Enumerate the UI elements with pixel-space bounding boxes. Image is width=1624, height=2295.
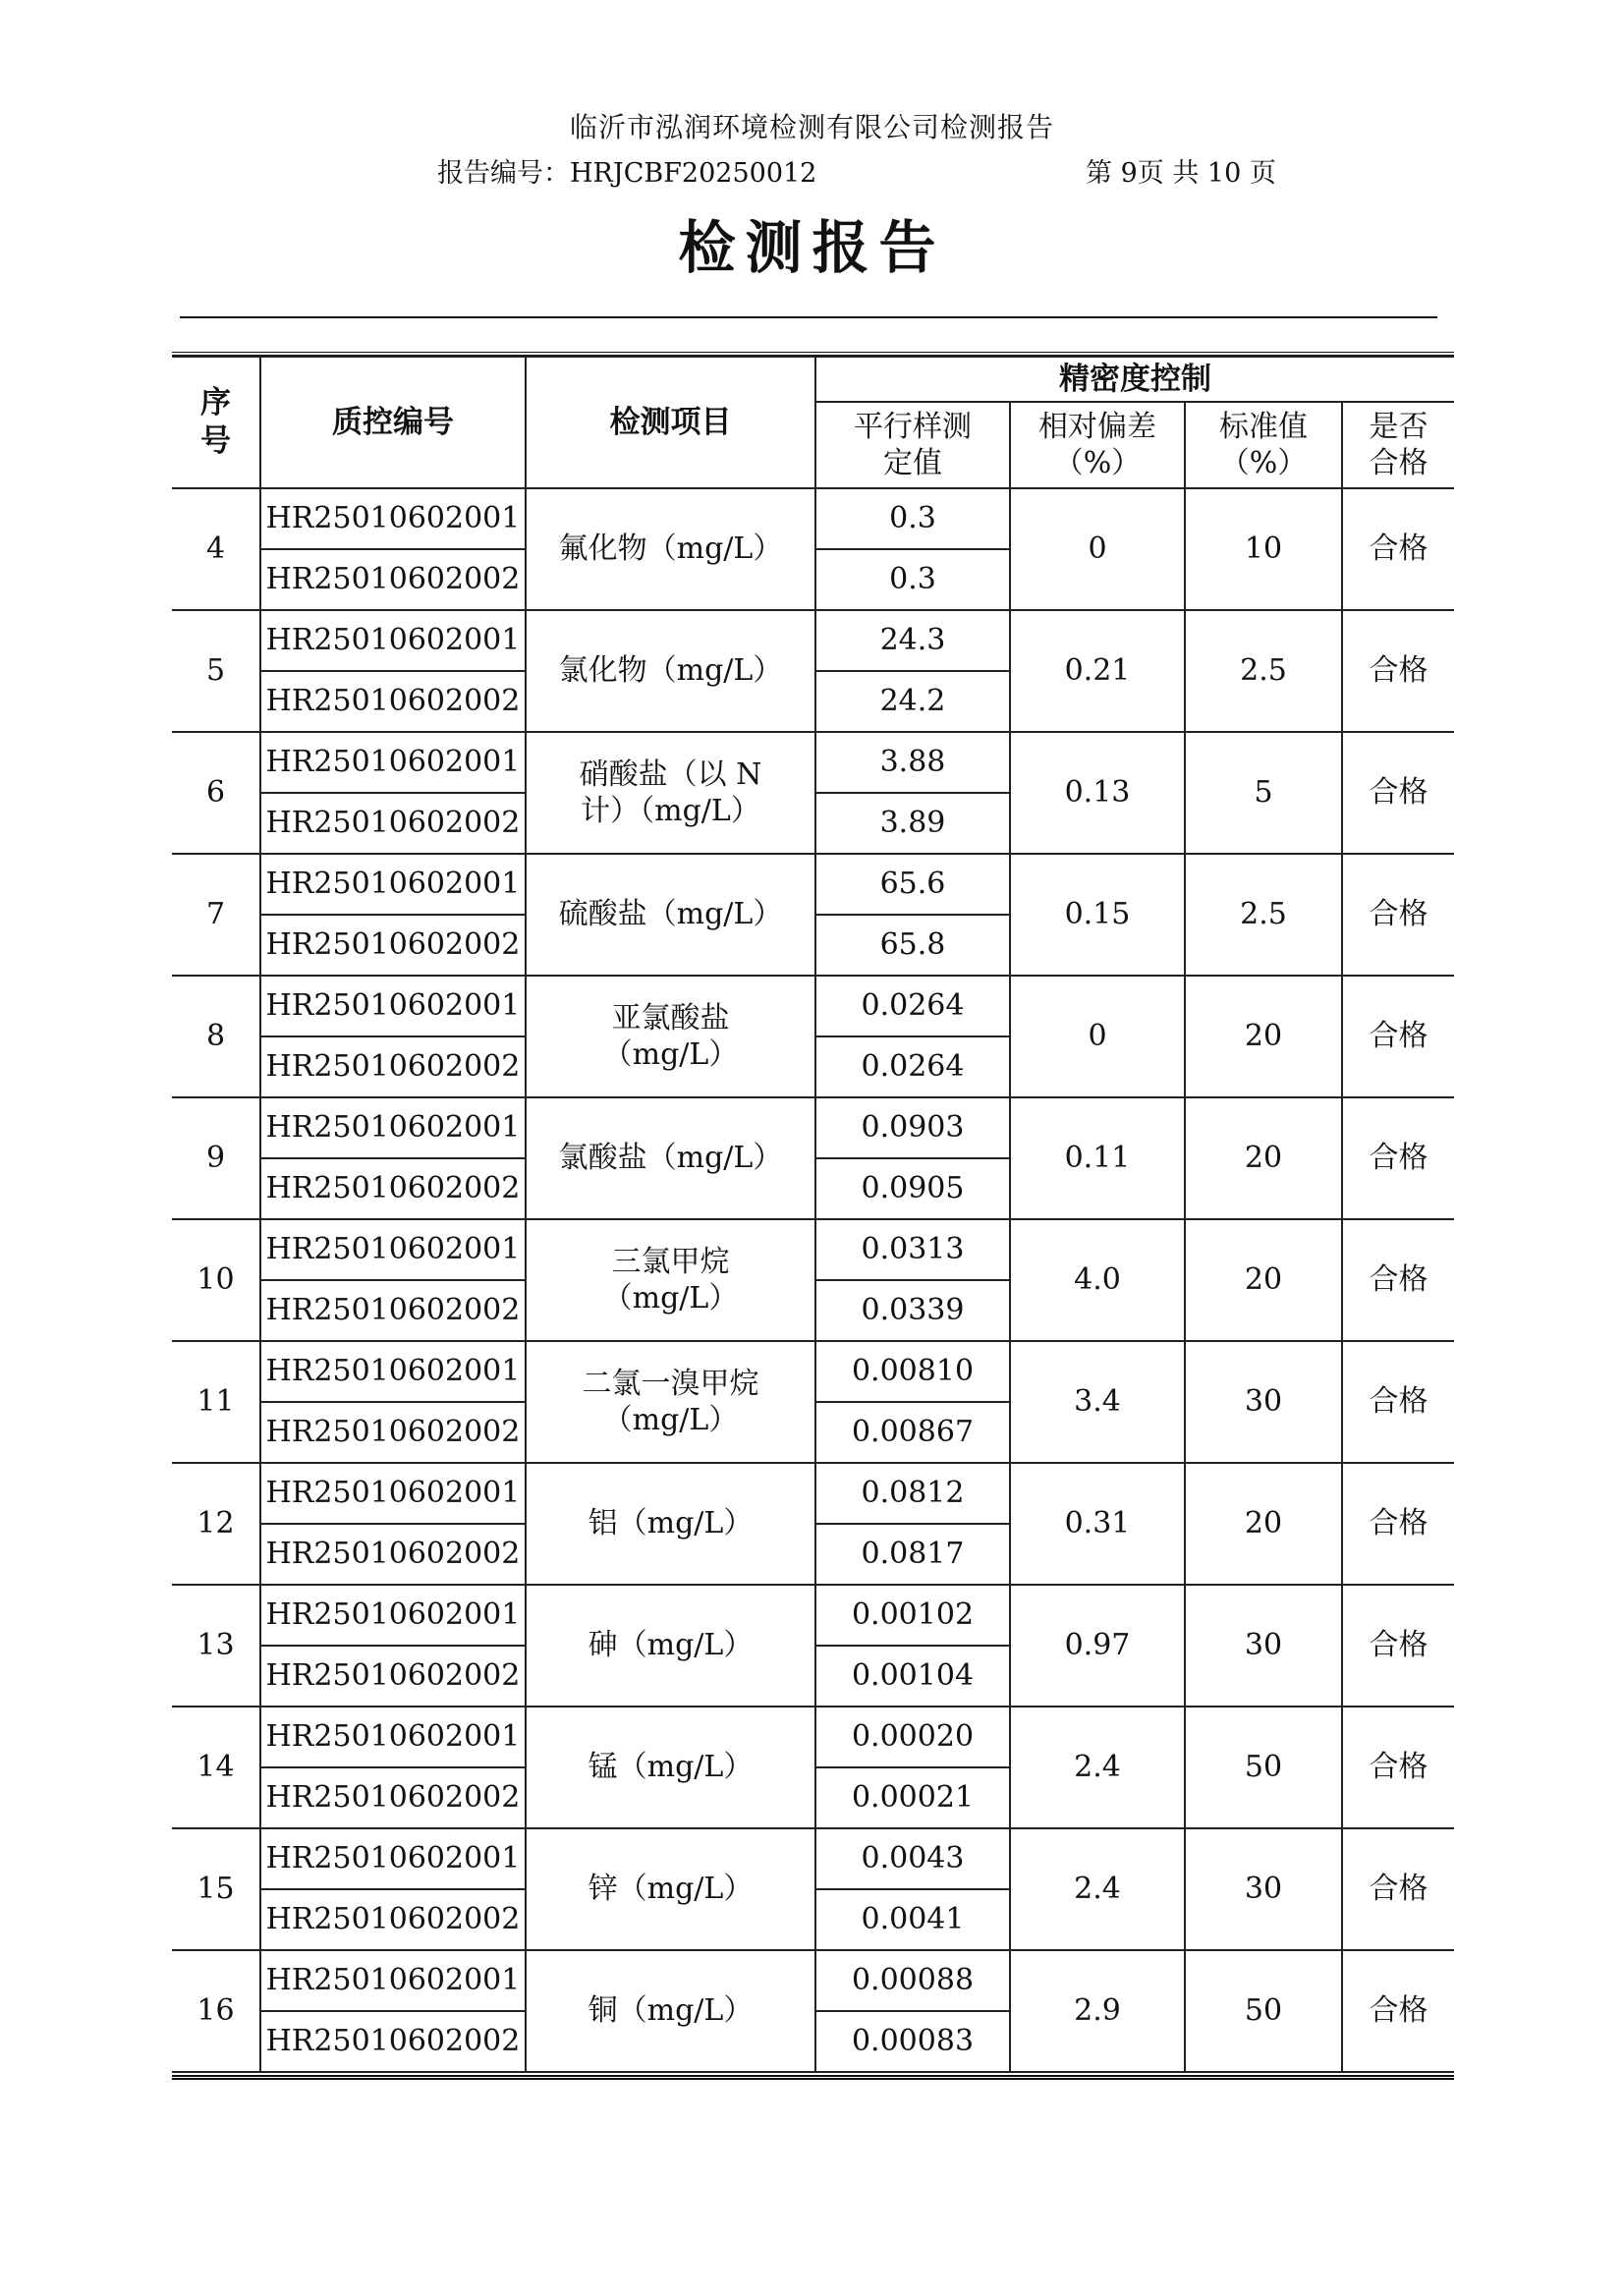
- table-body: [172, 488, 1454, 2072]
- col-header-item: 检测项目: [526, 357, 815, 488]
- row-seq: 9: [172, 1097, 260, 1219]
- row-test-item: 铜（mg/L）: [526, 1950, 815, 2072]
- row-qc-number: HR25010602001: [260, 1463, 526, 1524]
- row-pass-status: 合格: [1342, 610, 1454, 732]
- row-test-item: 硫酸盐（mg/L）: [526, 854, 815, 976]
- table-row: [172, 854, 1454, 915]
- row-seq: 8: [172, 976, 260, 1097]
- page-indicator: 第 9页 共 10 页: [1086, 158, 1276, 189]
- table-row: [172, 1950, 1454, 2011]
- row-standard-value: 20: [1185, 1097, 1342, 1219]
- table-bottom-rule: [172, 2075, 1454, 2080]
- row-measured-value: 0.00810: [815, 1341, 1010, 1402]
- precision-control-table-wrapper: [172, 352, 1454, 2080]
- row-qc-number: HR25010602001: [260, 1341, 526, 1402]
- row-test-item: 氟化物（mg/L）: [526, 488, 815, 610]
- row-pass-status: 合格: [1342, 976, 1454, 1097]
- row-test-item: 氯化物（mg/L）: [526, 610, 815, 732]
- table-row: [172, 1341, 1454, 1402]
- row-test-item: 亚氯酸盐 （mg/L）: [526, 976, 815, 1097]
- row-qc-number: HR25010602001: [260, 1828, 526, 1889]
- row-relative-deviation: 0: [1010, 976, 1185, 1097]
- row-qc-number: HR25010602001: [260, 854, 526, 915]
- row-measured-value: 0.0905: [815, 1158, 1010, 1219]
- table-row: [172, 1585, 1454, 1646]
- row-standard-value: 5: [1185, 732, 1342, 854]
- row-test-item: 二氯一溴甲烷 （mg/L）: [526, 1341, 815, 1463]
- col-header-qc-no: 质控编号: [260, 357, 526, 488]
- row-standard-value: 20: [1185, 976, 1342, 1097]
- row-qc-number: HR25010602001: [260, 1585, 526, 1646]
- row-test-item: 三氯甲烷 （mg/L）: [526, 1219, 815, 1341]
- row-relative-deviation: 0.97: [1010, 1585, 1185, 1707]
- row-qc-number: HR25010602002: [260, 1280, 526, 1341]
- row-measured-value: 24.2: [815, 671, 1010, 732]
- report-number: 报告编号：HRJCBF20250012: [437, 158, 817, 189]
- row-pass-status: 合格: [1342, 732, 1454, 854]
- document-title: 检测报告: [678, 214, 946, 281]
- row-measured-value: 0.00867: [815, 1402, 1010, 1463]
- row-standard-value: 50: [1185, 1707, 1342, 1828]
- row-pass-status: 合格: [1342, 1463, 1454, 1585]
- row-seq: 16: [172, 1950, 260, 2072]
- row-measured-value: 0.0043: [815, 1828, 1010, 1889]
- row-seq: 13: [172, 1585, 260, 1707]
- precision-control-table: [172, 356, 1454, 2073]
- row-qc-number: HR25010602001: [260, 1707, 526, 1767]
- row-measured-value: 3.88: [815, 732, 1010, 793]
- row-measured-value: 0.0812: [815, 1463, 1010, 1524]
- row-qc-number: HR25010602002: [260, 1524, 526, 1585]
- table-row: [172, 610, 1454, 671]
- row-measured-value: 0.00020: [815, 1707, 1010, 1767]
- row-relative-deviation: 2.4: [1010, 1828, 1185, 1950]
- row-standard-value: 10: [1185, 488, 1342, 610]
- row-measured-value: 24.3: [815, 610, 1010, 671]
- col-header-precision-group: 精密度控制: [815, 357, 1454, 402]
- row-standard-value: 2.5: [1185, 610, 1342, 732]
- row-seq: 4: [172, 488, 260, 610]
- row-relative-deviation: 2.4: [1010, 1707, 1185, 1828]
- row-seq: 15: [172, 1828, 260, 1950]
- row-relative-deviation: 0: [1010, 488, 1185, 610]
- row-pass-status: 合格: [1342, 1097, 1454, 1219]
- row-measured-value: 0.00083: [815, 2011, 1010, 2072]
- row-qc-number: HR25010602002: [260, 1402, 526, 1463]
- row-qc-number: HR25010602001: [260, 1950, 526, 2011]
- row-test-item: 砷（mg/L）: [526, 1585, 815, 1707]
- col-header-relative-deviation: 相对偏差 （%）: [1010, 402, 1185, 488]
- col-header-standard: 标准值 （%）: [1185, 402, 1342, 488]
- row-measured-value: 0.0817: [815, 1524, 1010, 1585]
- row-relative-deviation: 0.15: [1010, 854, 1185, 976]
- row-qc-number: HR25010602001: [260, 610, 526, 671]
- row-qc-number: HR25010602002: [260, 1767, 526, 1828]
- row-pass-status: 合格: [1342, 1707, 1454, 1828]
- row-test-item: 锌（mg/L）: [526, 1828, 815, 1950]
- col-header-seq: 序 号: [172, 357, 260, 488]
- row-relative-deviation: 4.0: [1010, 1219, 1185, 1341]
- col-header-pass: 是否 合格: [1342, 402, 1454, 488]
- row-qc-number: HR25010602002: [260, 1158, 526, 1219]
- row-measured-value: 0.0041: [815, 1889, 1010, 1950]
- row-measured-value: 0.00088: [815, 1950, 1010, 2011]
- row-qc-number: HR25010602002: [260, 549, 526, 610]
- row-standard-value: 30: [1185, 1585, 1342, 1707]
- row-seq: 14: [172, 1707, 260, 1828]
- row-qc-number: HR25010602001: [260, 1097, 526, 1158]
- row-measured-value: 0.00104: [815, 1646, 1010, 1707]
- row-pass-status: 合格: [1342, 1828, 1454, 1950]
- row-standard-value: 2.5: [1185, 854, 1342, 976]
- row-pass-status: 合格: [1342, 488, 1454, 610]
- row-test-item: 铝（mg/L）: [526, 1463, 815, 1585]
- row-measured-value: 3.89: [815, 793, 1010, 854]
- row-measured-value: 0.0264: [815, 1036, 1010, 1097]
- company-report-header: 临沂市泓润环境检测有限公司检测报告: [569, 111, 1054, 143]
- row-pass-status: 合格: [1342, 1219, 1454, 1341]
- row-relative-deviation: 3.4: [1010, 1341, 1185, 1463]
- row-seq: 5: [172, 610, 260, 732]
- row-qc-number: HR25010602002: [260, 1889, 526, 1950]
- table-row: [172, 976, 1454, 1036]
- row-standard-value: 50: [1185, 1950, 1342, 2072]
- table-row: [172, 1707, 1454, 1767]
- table-row: [172, 732, 1454, 793]
- row-seq: 11: [172, 1341, 260, 1463]
- row-seq: 12: [172, 1463, 260, 1585]
- table-row: [172, 1097, 1454, 1158]
- row-qc-number: HR25010602002: [260, 1036, 526, 1097]
- row-seq: 7: [172, 854, 260, 976]
- row-qc-number: HR25010602002: [260, 793, 526, 854]
- row-measured-value: 0.3: [815, 488, 1010, 549]
- row-qc-number: HR25010602001: [260, 1219, 526, 1280]
- table-row: [172, 488, 1454, 549]
- row-test-item: 锰（mg/L）: [526, 1707, 815, 1828]
- row-pass-status: 合格: [1342, 854, 1454, 976]
- row-measured-value: 65.6: [815, 854, 1010, 915]
- row-measured-value: 0.00102: [815, 1585, 1010, 1646]
- row-measured-value: 0.3: [815, 549, 1010, 610]
- row-measured-value: 0.0313: [815, 1219, 1010, 1280]
- row-measured-value: 0.00021: [815, 1767, 1010, 1828]
- row-seq: 6: [172, 732, 260, 854]
- row-measured-value: 0.0264: [815, 976, 1010, 1036]
- row-seq: 10: [172, 1219, 260, 1341]
- row-pass-status: 合格: [1342, 1341, 1454, 1463]
- row-relative-deviation: 0.11: [1010, 1097, 1185, 1219]
- row-measured-value: 65.8: [815, 915, 1010, 976]
- row-measured-value: 0.0903: [815, 1097, 1010, 1158]
- row-relative-deviation: 2.9: [1010, 1950, 1185, 2072]
- col-header-measured: 平行样测 定值: [815, 402, 1010, 488]
- title-divider: [180, 316, 1437, 318]
- row-qc-number: HR25010602001: [260, 488, 526, 549]
- row-standard-value: 30: [1185, 1828, 1342, 1950]
- row-qc-number: HR25010602002: [260, 915, 526, 976]
- row-standard-value: 30: [1185, 1341, 1342, 1463]
- row-relative-deviation: 0.21: [1010, 610, 1185, 732]
- table-row: [172, 1463, 1454, 1524]
- row-qc-number: HR25010602002: [260, 1646, 526, 1707]
- row-test-item: 氯酸盐（mg/L）: [526, 1097, 815, 1219]
- table-row: [172, 1219, 1454, 1280]
- row-standard-value: 20: [1185, 1219, 1342, 1341]
- row-pass-status: 合格: [1342, 1585, 1454, 1707]
- table-row: [172, 1828, 1454, 1889]
- row-qc-number: HR25010602001: [260, 732, 526, 793]
- row-relative-deviation: 0.31: [1010, 1463, 1185, 1585]
- row-test-item: 硝酸盐（以 N 计）（mg/L）: [526, 732, 815, 854]
- row-standard-value: 20: [1185, 1463, 1342, 1585]
- row-qc-number: HR25010602002: [260, 2011, 526, 2072]
- row-qc-number: HR25010602002: [260, 671, 526, 732]
- row-qc-number: HR25010602001: [260, 976, 526, 1036]
- row-measured-value: 0.0339: [815, 1280, 1010, 1341]
- row-pass-status: 合格: [1342, 1950, 1454, 2072]
- row-relative-deviation: 0.13: [1010, 732, 1185, 854]
